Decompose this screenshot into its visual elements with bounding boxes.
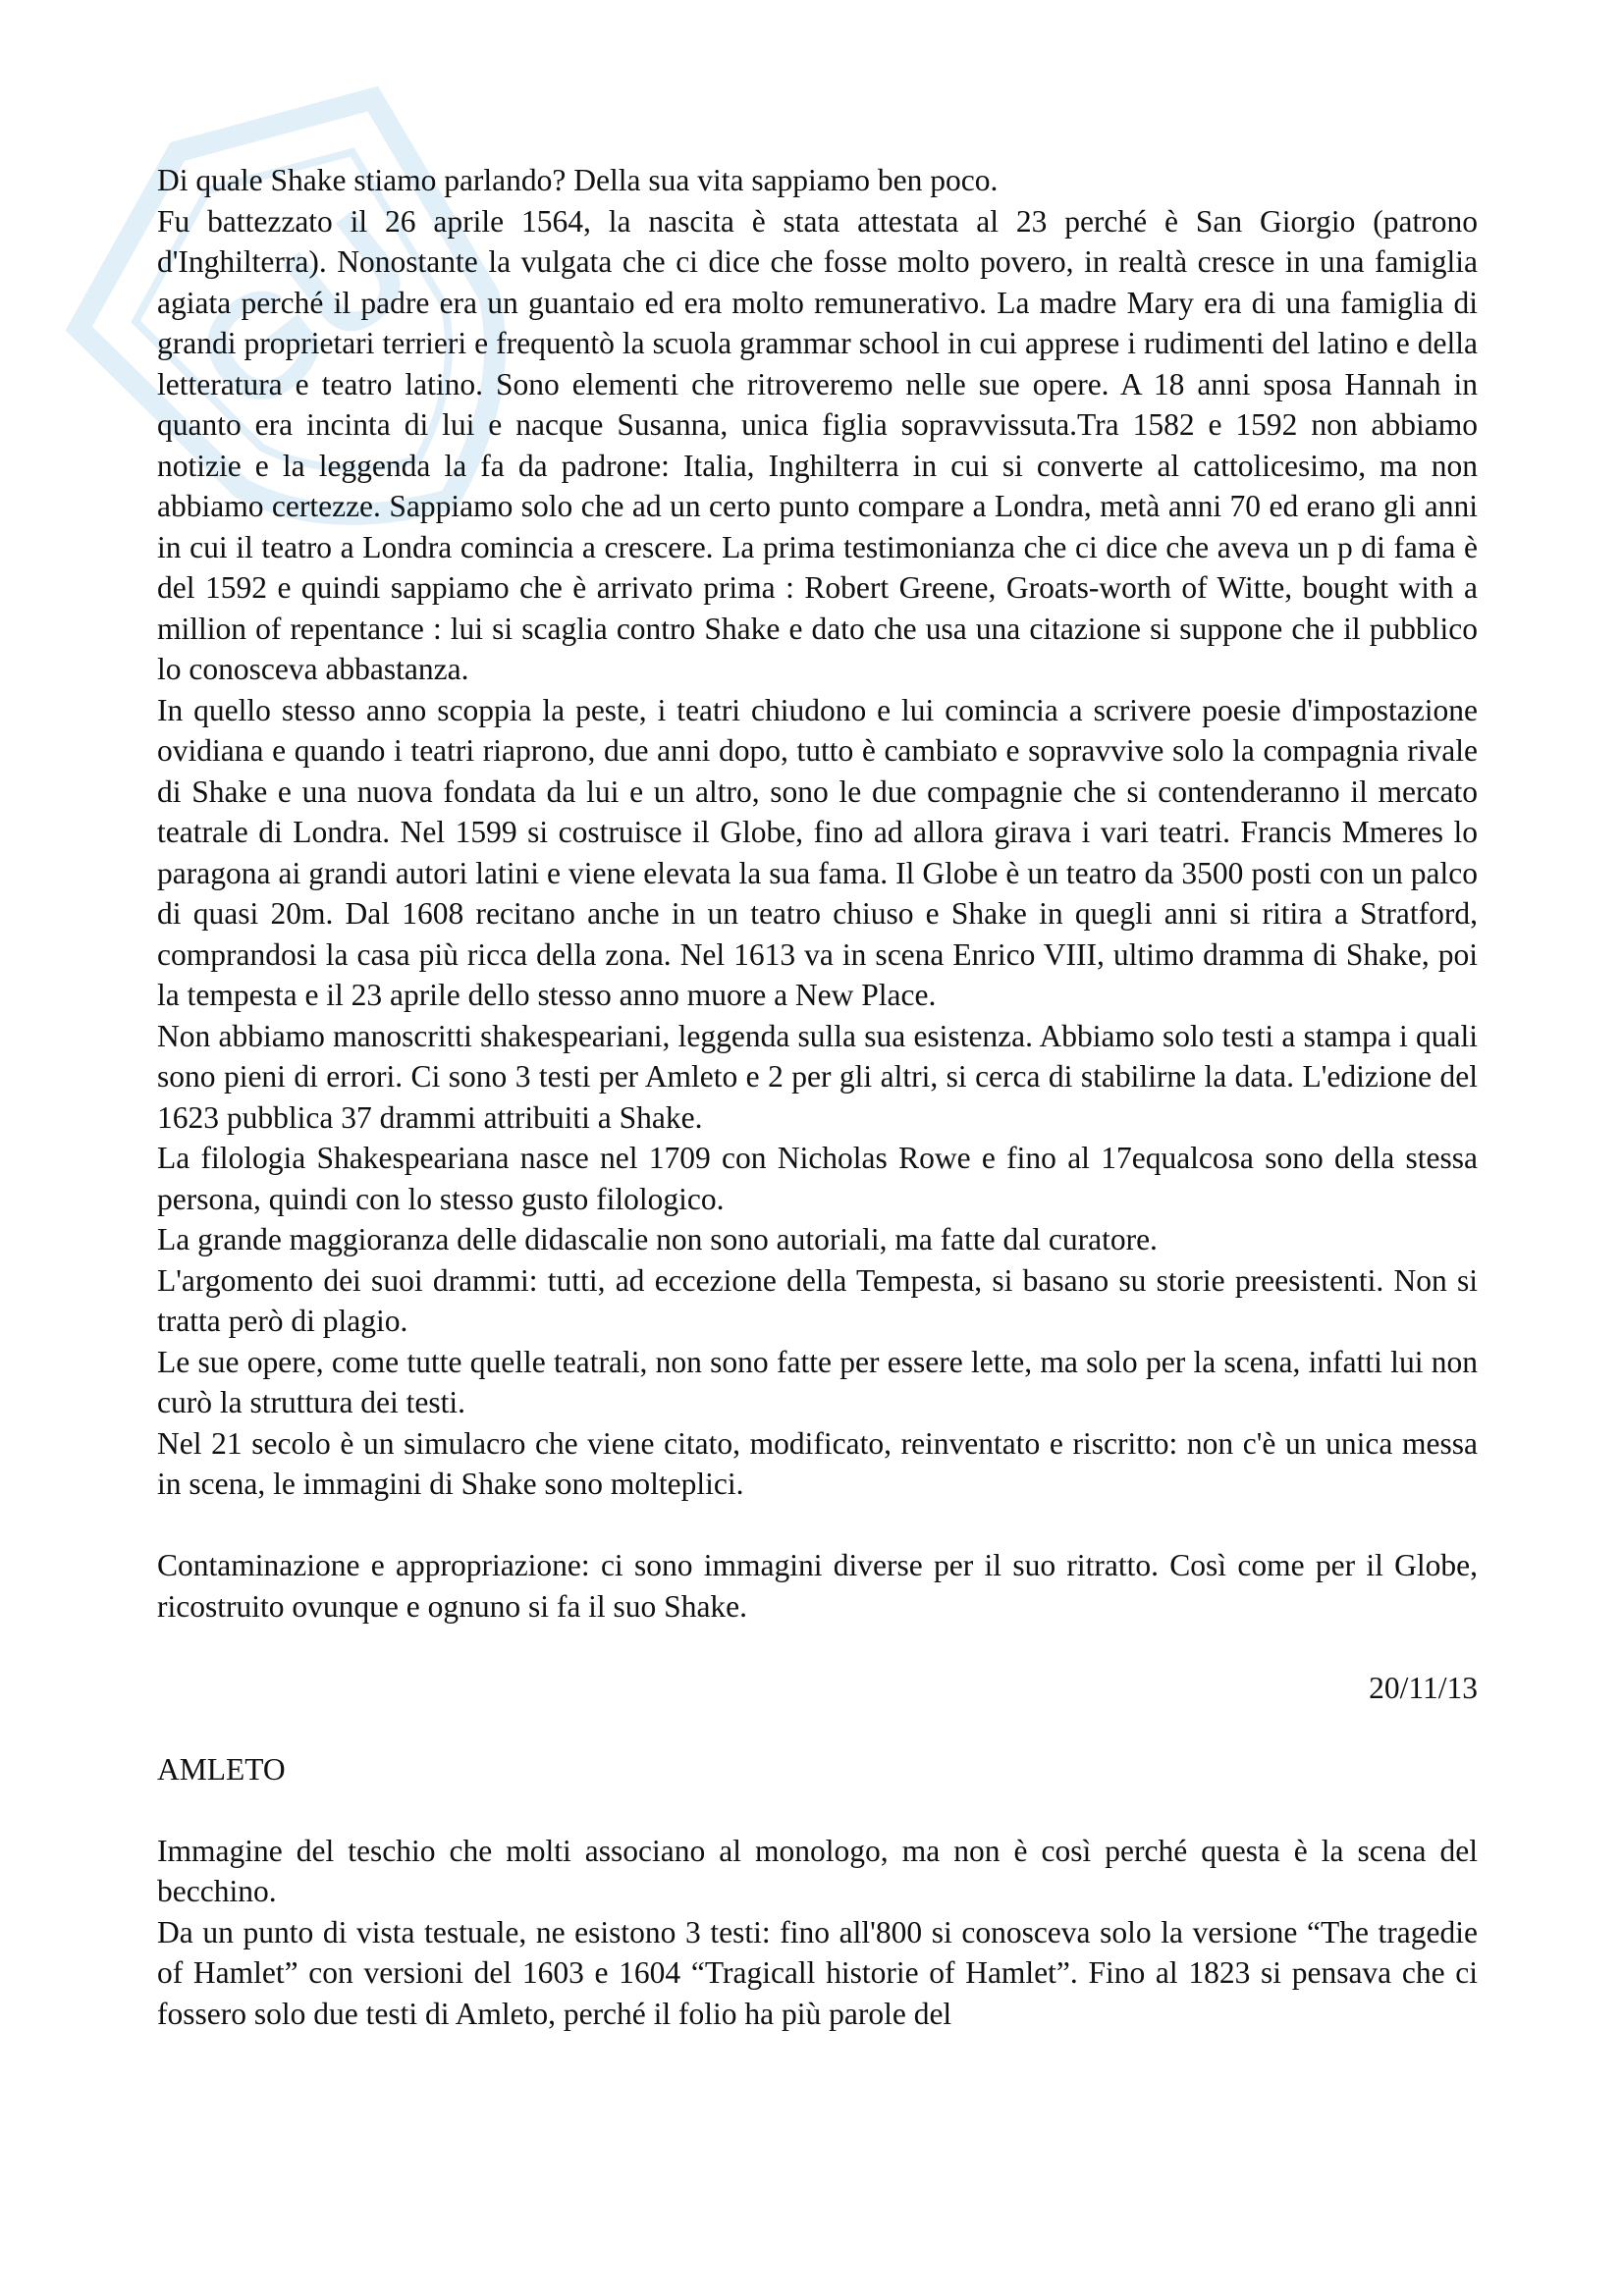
blank-line — [157, 1789, 1478, 1831]
paragraph-21st-century: Nel 21 secolo è un simulacro che viene citato, modificato, reinventato e riscritto: non c'è un unica messa in scena, le immagini di Shake sono molteplici. — [157, 1425, 1478, 1501]
paragraph-sources: L'argomento dei suoi drammi: tutti, ad eccezione della Tempesta, si basano su storie preesistenti. Non si tratta però di plagio. — [157, 1262, 1478, 1338]
paragraph-intro: Di quale Shake stiamo parlando? Della sua vita sappiamo ben poco. — [157, 163, 999, 197]
blank-line — [157, 1708, 1478, 1749]
blank-line — [157, 1627, 1478, 1668]
paragraph-textual-versions: Da un punto di vista testuale, ne esistono 3 testi: fino all'800 si conosceva solo la versione “The tragedie of Hamlet” con versioni del 1603 e 1604 “Tragicall historie of Hamlet”. Fino al 1823 si pensava che ci fossero solo due testi di Amleto, perché il folio ha più parole del — [157, 1914, 1478, 2031]
paragraph-stage-directions: La grande maggioranza delle didascalie non sono autoriali, ma fatte dal curatore. — [157, 1222, 1158, 1256]
paragraph-philology: La filologia Shakespeariana nasce nel 1709 con Nicholas Rowe e fino al 17equalcosa sono della stessa persona, quindi con lo stesso gusto filologico. — [157, 1141, 1478, 1216]
paragraph-contamination: Contaminazione e appropriazione: ci sono immagini diverse per il suo ritratto. Così come per il Globe, ricostruito ovunque e ognuno si fa il suo Shake. — [157, 1548, 1478, 1624]
paragraph-biography: Fu battezzato il 26 aprile 1564, la nascita è stata attestata al 23 perché è San Giorgio (patrono d'Inghilterra). Nonostante la vulgata che ci dice che fosse molto povero, in realtà cresce in una famiglia agiata perché il padre era un guantaio ed era molto remunerativo. La madre Mary era di una famiglia di grandi proprietari terrieri e frequentò la scuola grammar school in cui apprese i rudimenti del latino e della letteratura e teatro latino. Sono elementi che ritroveremo nelle sue opere. A 18 anni sposa Hannah in quanto era incinta di lui e nacque Susanna, unica figlia sopravvissuta.Tra 1582 e 1592 non abbiamo notizie e la leggenda la fa da padrone: Italia, Inghilterra in cui si converte al cattolicesimo, ma non abbiamo certezze. Sappiamo solo che ad un certo punto compare a Londra, metà anni 70 ed erano gli anni in cui il teatro a Londra comincia a crescere. La prima testimonianza che ci dice che aveva un p di fama è del 1592 e quindi sappiamo che è arrivato prima : Robert Greene, Groats-worth of Witte, bought with a million of repentance : lui si scaglia contro Shake e dato che usa una citazione si suppone che il pubblico lo conosceva abbastanza. — [157, 203, 1478, 686]
paragraph-works: Le sue opere, come tutte quelle teatrali, non sono fatte per essere lette, ma solo per la scena, infatti lui non curò la struttura dei testi. — [157, 1344, 1478, 1419]
paragraph-skull: Immagine del teschio che molti associano al monologo, ma non è così perché questa è la scena del becchino. — [157, 1833, 1478, 1908]
document-text — [157, 160, 1478, 2034]
paragraph-plague: In quello stesso anno scoppia la peste, i teatri chiudono e lui comincia a scrivere poesie d'impostazione ovidiana e quando i teatri riaprono, due anni dopo, tutto è cambiato e sopravvive solo la compagnia rivale di Shake e una nuova fondata da lui e un altro, sono le due compagnie che si contenderanno il mercato teatrale di Londra. Nel 1599 si costruisce il Globe, fino ad allora girava i vari teatri. Francis Mmeres lo paragona ai grandi autori latini e viene elevata la sua fama. Il Globe è un teatro da 3500 posti con un palco di quasi 20m. Dal 1608 recitano anche in un teatro chiuso e Shake in quegli anni si ritira a Stratford, comprandosi la casa più ricca della zona. Nel 1613 va in scena Enrico VIII, ultimo dramma di Shake, poi la tempesta e il 23 aprile dello stesso anno muore a New Place. — [157, 692, 1478, 1012]
blank-line — [157, 1505, 1478, 1546]
date-line: 20/11/13 — [1369, 1670, 1478, 1705]
watermark-letters: GU — [165, 179, 442, 446]
section-heading: AMLETO — [157, 1751, 286, 1787]
paragraph-manuscripts: Non abbiamo manoscritti shakespeariani, leggenda sulla sua esistenza. Abbiamo solo testi a stampa i quali sono pieni di errori. Ci sono 3 testi per Amleto e 2 per gli altri, si cerca di stabilirne la data. L'edizione del 1623 pubblica 37 drammi attribuiti a Shake. — [157, 1018, 1478, 1135]
